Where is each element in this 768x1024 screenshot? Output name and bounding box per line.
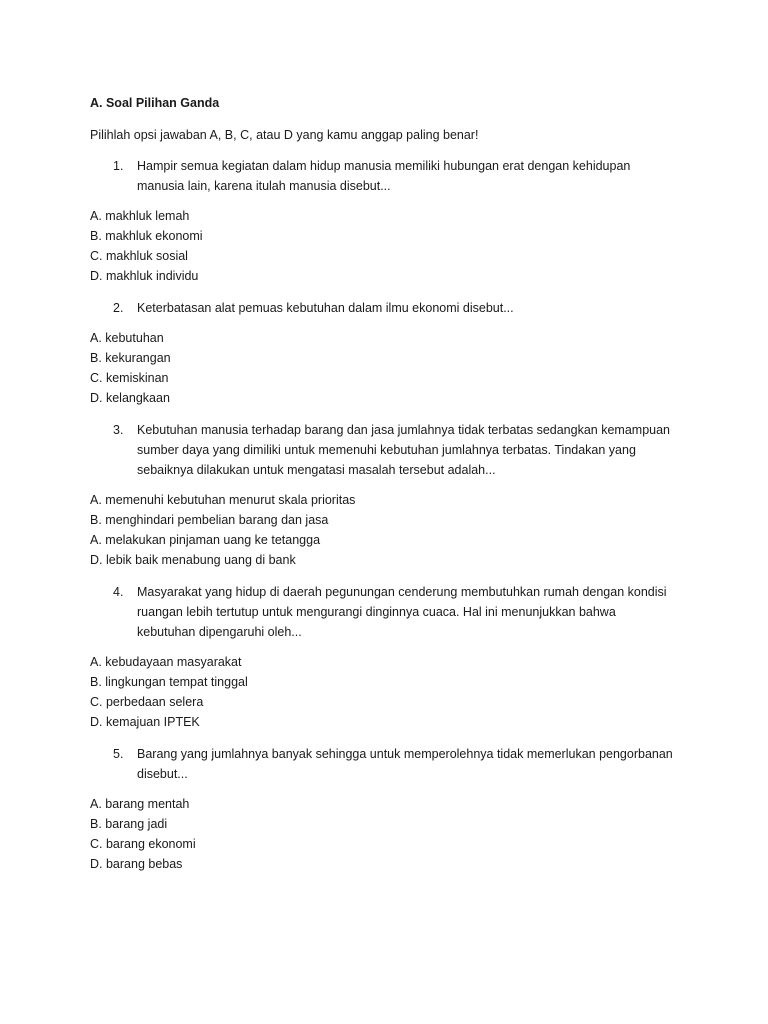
answer-option: D. makhluk individu (90, 269, 199, 283)
answer-option: B. kekurangan (90, 351, 171, 365)
instruction-text: Pilihlah opsi jawaban A, B, C, atau D yang kamu anggap paling benar! (90, 128, 479, 142)
question-text (137, 420, 690, 480)
document-page (90, 94, 690, 886)
answer-options-2 (90, 328, 690, 408)
answer-options-1 (90, 206, 690, 286)
answer-options-3 (90, 490, 690, 570)
question-number-wrap (90, 420, 137, 480)
question-number: 2. (113, 301, 124, 315)
question-number-wrap (90, 298, 137, 318)
question-number: 5. (113, 747, 124, 761)
question-number: 4. (113, 585, 124, 599)
answer-option: A. makhluk lemah (90, 209, 190, 223)
question-text (137, 298, 690, 318)
question-2 (90, 298, 690, 318)
question-text-line: Keterbatasan alat pemuas kebutuhan dalam ilmu ekonomi disebut... (137, 301, 514, 315)
question-text-line: ruangan lebih tertutup untuk mengurangi dinginnya cuaca. Hal ini menunjukkan bahwa (137, 605, 616, 619)
answer-option: C. barang ekonomi (90, 837, 196, 851)
question-text (137, 744, 690, 784)
answer-option: D. kemajuan IPTEK (90, 715, 200, 729)
question-text-line: Barang yang jumlahnya banyak sehingga untuk memperolehnya tidak memerlukan pengorbanan (137, 747, 673, 761)
answer-options-4 (90, 652, 690, 732)
answer-option: C. makhluk sosial (90, 249, 188, 263)
answer-option: B. menghindari pembelian barang dan jasa (90, 513, 329, 527)
question-text-line: kebutuhan dipengaruhi oleh... (137, 625, 302, 639)
question-text (137, 582, 690, 642)
answer-option: D. kelangkaan (90, 391, 170, 405)
question-text-line: disebut... (137, 767, 188, 781)
question-3 (90, 420, 690, 480)
section-heading: A. Soal Pilihan Ganda (90, 96, 220, 110)
answer-option: C. perbedaan selera (90, 695, 204, 709)
answer-option: B. makhluk ekonomi (90, 229, 203, 243)
question-text-line: Kebutuhan manusia terhadap barang dan jasa jumlahnya tidak terbatas sedangkan kemampuan (137, 423, 671, 437)
answer-options-5 (90, 794, 690, 874)
question-text-line: Hampir semua kegiatan dalam hidup manusia memiliki hubungan erat dengan kehidupan (137, 159, 631, 173)
answer-option: C. kemiskinan (90, 371, 169, 385)
answer-option: B. lingkungan tempat tinggal (90, 675, 248, 689)
question-text-line: sumber daya yang dimiliki untuk memenuhi kebutuhan jumlahnya terbatas. Tindakan yang (137, 443, 636, 457)
question-number-wrap (90, 156, 137, 196)
answer-option: B. barang jadi (90, 817, 168, 831)
question-list (90, 156, 690, 874)
question-text-line: Masyarakat yang hidup di daerah pegunungan cenderung membutuhkan rumah dengan kondisi (137, 585, 667, 599)
question-number-wrap (90, 744, 137, 784)
answer-option: D. lebik baik menabung uang di bank (90, 553, 296, 567)
question-text-line: manusia lain, karena itulah manusia disebut... (137, 179, 391, 193)
question-text (137, 156, 690, 196)
answer-option: A. memenuhi kebutuhan menurut skala prioritas (90, 493, 356, 507)
answer-option: A. melakukan pinjaman uang ke tetangga (90, 533, 321, 547)
question-number: 3. (113, 423, 124, 437)
question-4 (90, 582, 690, 642)
answer-option: A. barang mentah (90, 797, 190, 811)
answer-option: D. barang bebas (90, 857, 183, 871)
answer-option: A. kebudayaan masyarakat (90, 655, 242, 669)
question-1 (90, 156, 690, 196)
question-number: 1. (113, 159, 124, 173)
question-text-line: sebaiknya dilakukan untuk mengatasi masalah tersebut adalah... (137, 463, 496, 477)
answer-option: A. kebutuhan (90, 331, 164, 345)
question-number-wrap (90, 582, 137, 642)
question-5 (90, 744, 690, 784)
